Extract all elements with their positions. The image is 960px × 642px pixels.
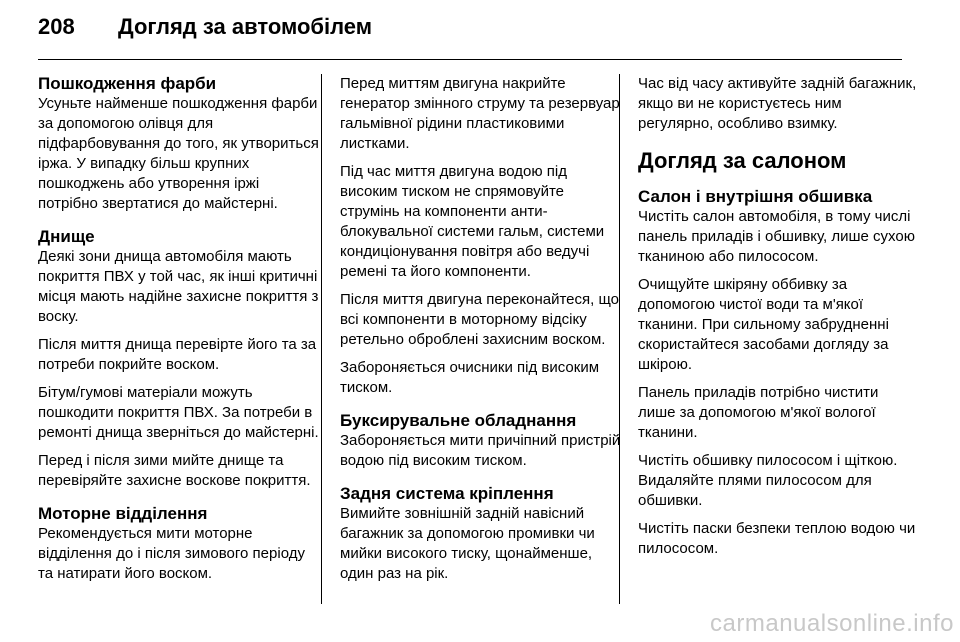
page-title: Догляд за автомобілем	[118, 14, 373, 39]
section-heading: Буксирувальне обладнання	[340, 411, 577, 430]
column-divider	[321, 74, 322, 604]
page-header	[38, 14, 372, 44]
section-engine-washing	[340, 74, 622, 398]
paragraph: Чистіть паски безпеки теплою водою чи пилососом.	[638, 520, 916, 557]
section-paint-damage	[38, 74, 320, 214]
section-engine-compartment	[38, 504, 320, 584]
paragraph: Деякі зони днища автомобіля мають покриття ПВХ у той час, як інші критичні місця мають надійне захисне покриття з воску.	[38, 248, 319, 325]
chapter-heading: Догляд за салоном	[638, 148, 847, 173]
section-heading: Салон і внутрішня обшивка	[638, 187, 873, 206]
section-underbody	[38, 227, 320, 491]
section-heading: Пошкодження фарби	[38, 74, 217, 93]
paragraph: Забороняється мити причіпний пристрій водою під високим тиском.	[340, 432, 621, 469]
paragraph: Перед миттям двигуна накрийте генератор змінного струму та резервуар гальмівної рідини пластиковими листками.	[340, 75, 620, 152]
paragraph: Панель приладів потрібно чистити лише за допомогою м'якої вологої тканини.	[638, 384, 879, 441]
paragraph: Після миття двигуна переконайтеся, що всі компоненти в моторному відсіку ретельно оброблені захисним воском.	[340, 291, 619, 348]
paragraph: Під час миття двигуна водою під високим тиском не спрямовуйте струмінь на компоненти анти-блокувальної системи гальм, системи кондиціонування повітря або ведучі ремені та його компоненти.	[340, 163, 605, 280]
paragraph: Чистіть обшивку пилососом і щіткою. Видаляйте плями пилососом для обшивки.	[638, 452, 898, 509]
paragraph: Забороняється очисники під високим тиском.	[340, 359, 600, 396]
section-rear-carrier	[340, 484, 622, 584]
paragraph: Бітум/гумові матеріали можуть пошкодити покриття ПВХ. За потреби в ремонті днища зверніться до майстерні.	[38, 384, 319, 441]
paragraph: Після миття днища перевірте його та за потреби покрийте воском.	[38, 336, 317, 373]
section-interior-trim	[638, 187, 920, 559]
section-heading: Днище	[38, 227, 95, 246]
section-heading: Моторне відділення	[38, 504, 208, 523]
paragraph: Перед і після зими мийте днище та перевіряйте захисне воскове покриття.	[38, 452, 311, 489]
paragraph: Чистіть салон автомобіля, в тому числі панель приладів і обшивку, лише сухою тканиною або пилососом.	[638, 208, 915, 265]
section-heading: Задня система кріплення	[340, 484, 554, 503]
column-left	[38, 74, 320, 597]
column-right	[638, 74, 920, 572]
section-rear-carrier-continued	[638, 74, 920, 134]
column-middle	[340, 74, 622, 597]
paragraph: Усуньте найменше пошкодження фарби за допомогою олівця для підфарбовування до того, як утвориться іржа. У випадку більш крупних пошкоджень або утворення іржі потрібно звертатися до майстерні.	[38, 95, 319, 212]
watermark: carmanualsonline.info	[710, 610, 954, 637]
paragraph: Час від часу активуйте задній багажник, якщо ви не користуєтесь ним регулярно, особливо взимку.	[638, 75, 917, 132]
paragraph: Рекомендується мити моторне відділення до і після зимового періоду та натирати його воском.	[38, 525, 305, 582]
page-number: 208	[38, 14, 75, 39]
paragraph: Очищуйте шкіряну оббивку за допомогою чистої води та м'якої тканини. При сильному забрудненні скористайтеся засобами догляду за шкірою.	[638, 276, 889, 373]
section-towing-equipment	[340, 411, 622, 471]
header-rule	[38, 59, 902, 60]
paragraph: Вимийте зовнішній задній навісний багажник за допомогою промивки чи мийки високого тиску, щонайменше, один раз на рік.	[340, 505, 595, 582]
